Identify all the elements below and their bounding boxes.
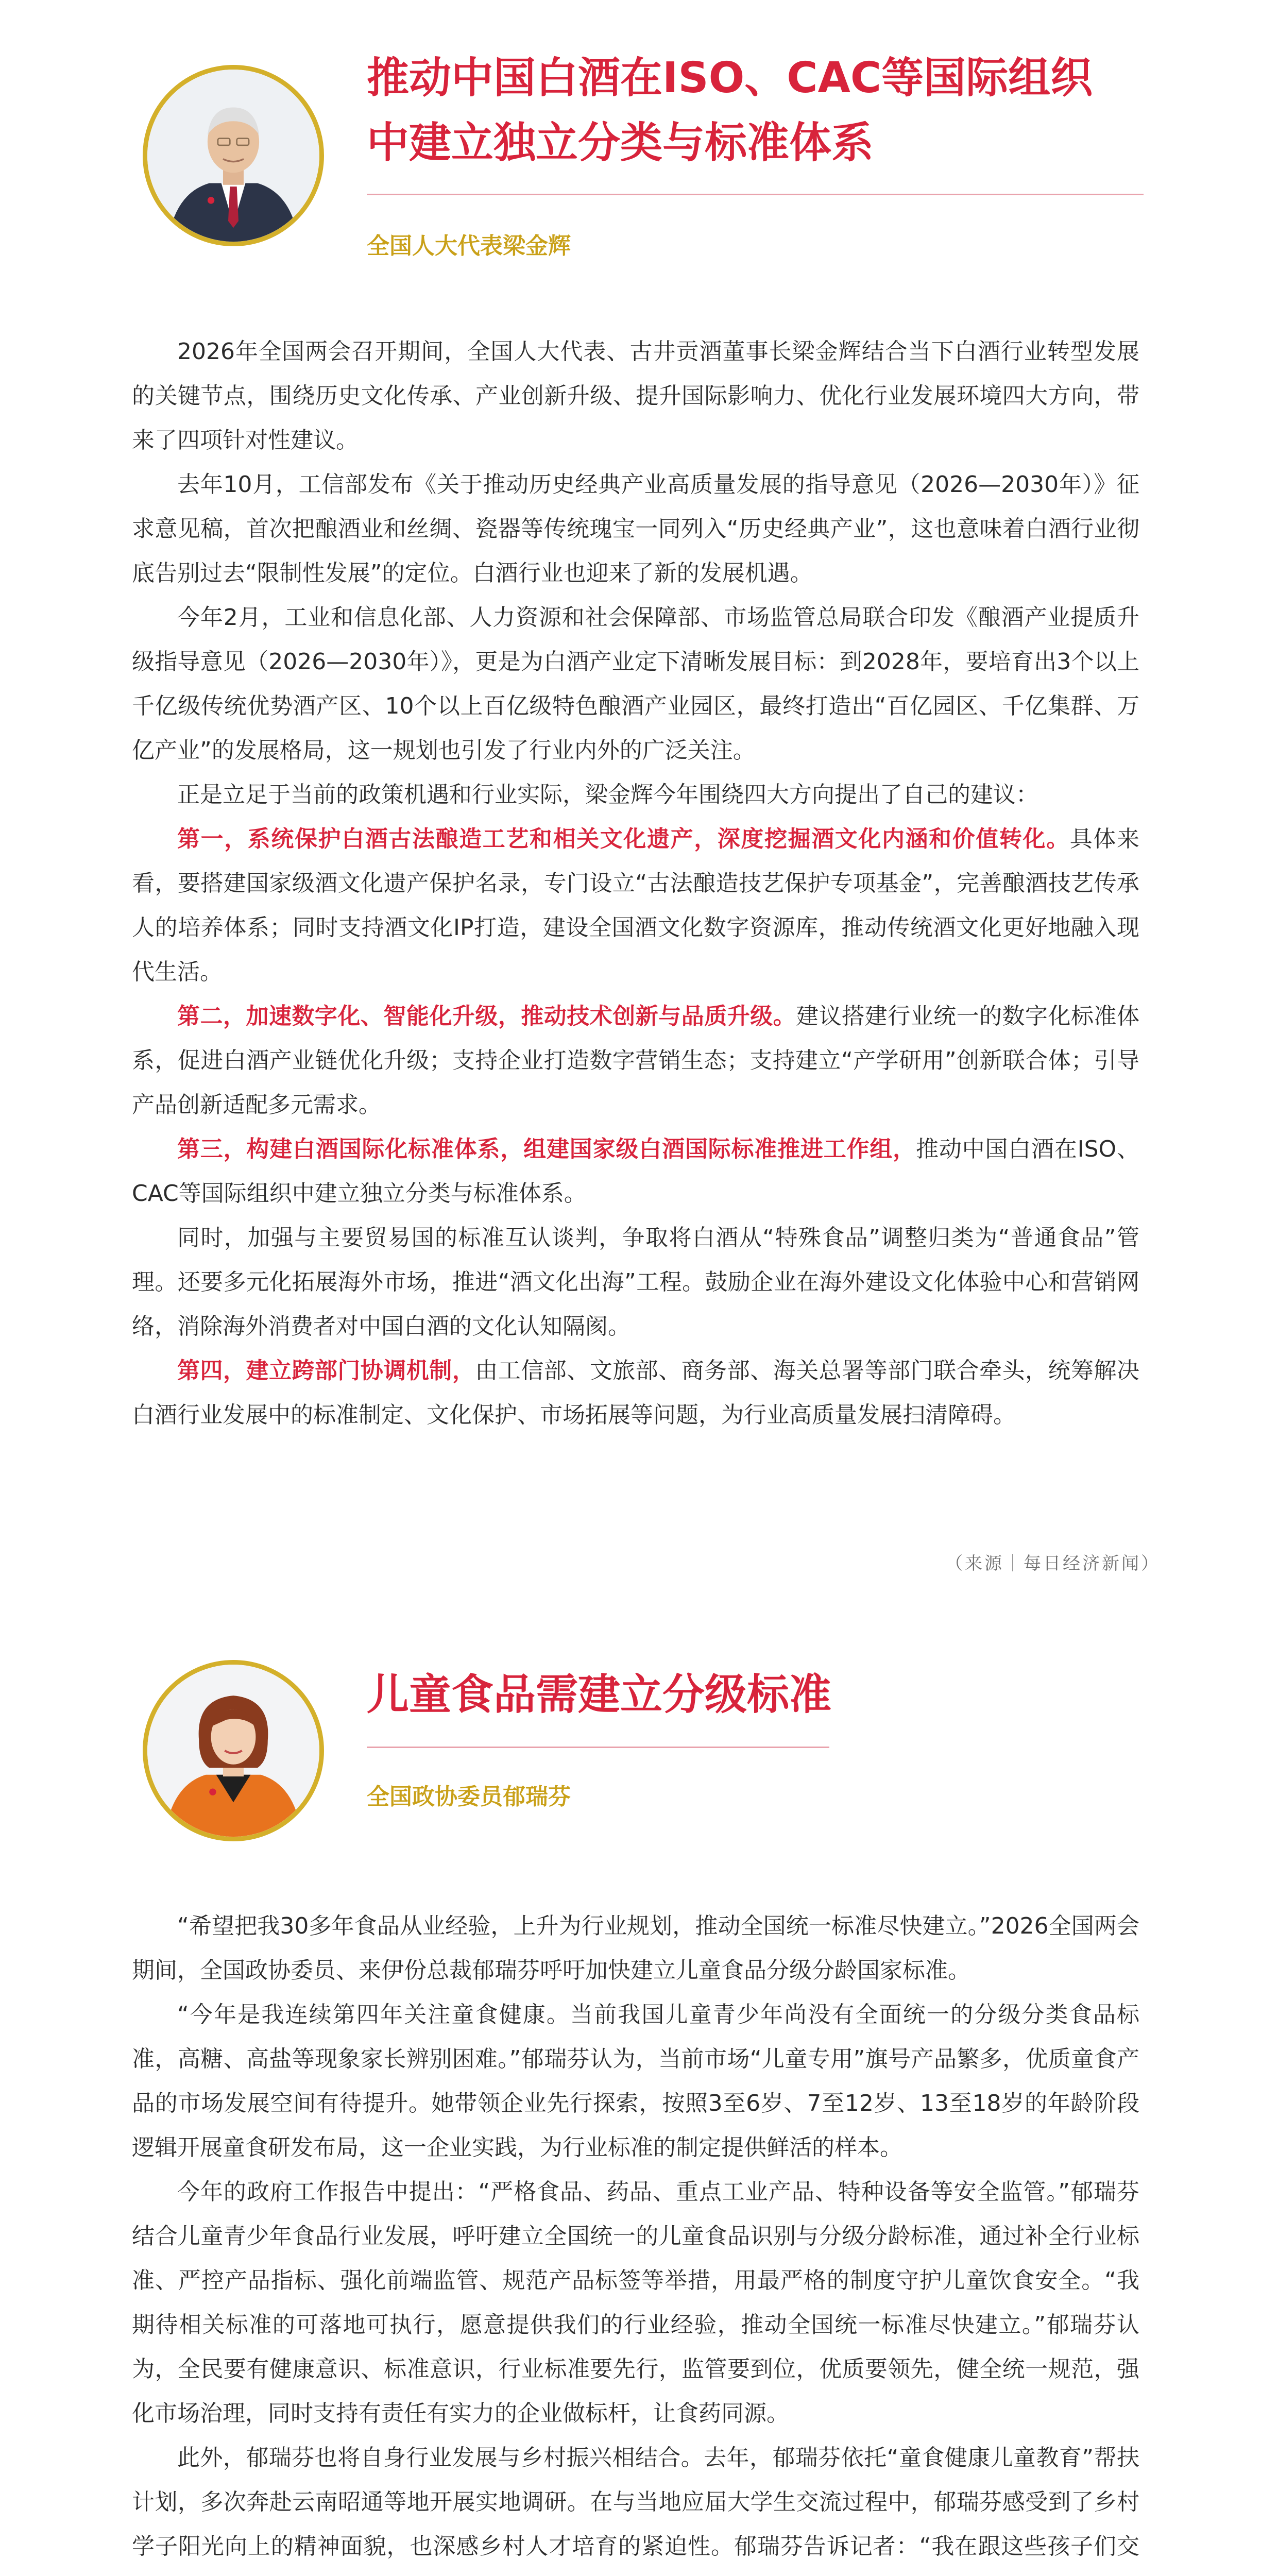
title-divider (367, 194, 1144, 195)
body-paragraph: 去年10月，工信部发布《关于推动历史经典产业高质量发展的指导意见（2026—2030年）》征求意见稿，首次把酿酒业和丝绸、瓷器等传统瑰宝一同列入“历史经典产业”，这也意味着白酒行业彻底告别过去“限制性发展”的定位。白酒行业也迎来了新的发展机遇。 (132, 471, 1139, 586)
body-paragraph-proposal-3 (132, 1127, 1139, 1216)
portrait-illustration (147, 70, 319, 242)
body-paragraph: 正是立足于当前的政策机遇和行业实际，梁金辉今年围绕四大方向提出了自己的建议： (177, 782, 1038, 808)
article-title-line-2: 中建立独立分类与标准体系 (367, 118, 874, 167)
body-paragraph-proposal-2 (132, 994, 1139, 1127)
body-paragraph: 此外，郁瑞芬也将自身行业发展与乡村振兴相结合。去年，郁瑞芬依托“童食健康儿童教育”帮扶计划，多次奔赴云南昭通等地开展实地调研。在与当地应届大学生交流过程中，郁瑞芬感受到了乡村学子阳光向上的精神面貌，也深感乡村人才培育的紧迫性。郁瑞芬告诉记者：“我在跟这些孩子们交 (132, 2445, 1139, 2560)
proposal-heading: 第一，系统保护白酒古法酿造工艺和相关文化遗产，深度挖掘酒文化内涵和价值转化。 (177, 826, 1070, 852)
body-paragraph: “希望把我30多年食品从业经验，上升为行业规划，推动全国统一标准尽快建立。”2026全国两会期间，全国政协委员、来伊份总裁郁瑞芬呼吁加快建立儿童食品分级分龄国家标准。 (132, 1913, 1139, 1984)
source-credit: （来源｜每日经济新闻） (945, 1553, 1161, 1574)
proposal-text: 建议搭建行业统一的数字化标准体系，促进白酒产业链优化升级；支持企业打造数字营销生态；支持建立“产学研用”创新联合体；引导产品创新适配多元需求。 (132, 1003, 1140, 1118)
portrait-illustration (147, 1665, 319, 1837)
article-yu-ruifen (0, 1613, 1278, 2576)
article-body (132, 1904, 1139, 2576)
proposal-heading: 第三，构建白酒国际化标准体系，组建国家级白酒国际标准推进工作组， (177, 1136, 916, 1162)
body-paragraph: 今年2月，工业和信息化部、人力资源和社会保障部、市场监管总局联合印发《酿酒产业提质升级指导意见（2026—2030年）》，更是为白酒产业定下清晰发展目标：到2028年，要培育出3个以上千亿级传统优势酒产区、10个以上百亿级特色酿酒产业园区，最终打造出“百亿园区、千亿集群、万亿产业”的发展格局，这一规划也引发了行业内外的广泛关注。 (132, 604, 1139, 764)
body-paragraph-proposal-4 (132, 1349, 1139, 1437)
title-divider (367, 1747, 829, 1748)
body-paragraph: 今年的政府工作报告中提出：“严格食品、药品、重点工业产品、特种设备等安全监管。”郁瑞芬结合儿童青少年食品行业发展，呼吁建立全国统一的儿童食品识别与分级分龄标准，通过补全行业标准、严控产品指标、强化前端监管、规范产品标签等举措，用最严格的制度守护儿童饮食安全。“我期待相关标准的可落地可执行，愿意提供我们的行业经验，推动全国统一标准尽快建立。”郁瑞芬认为，全民要有健康意识、标准意识，行业标准要先行，监管要到位，优质要领先，健全统一规范，强化市场治理，同时支持有责任有实力的企业做标杆，让食药同源。 (132, 2179, 1139, 2427)
proposal-text: 推动中国白酒在ISO、CAC等国际组织中建立独立分类与标准体系。 (132, 1136, 1139, 1207)
proposal-text: 具体来看，要搭建国家级酒文化遗产保护名录，专门设立“古法酿造技艺保护专项基金”，完善酿酒技艺传承人的培养体系；同时支持酒文化IP打造，建设全国酒文化数字资源库，推动传统酒文化更好地融入现代生活。 (132, 826, 1139, 985)
article-title-line-1: 推动中国白酒在ISO、CAC等国际组织 (367, 54, 1093, 103)
author-avatar (143, 1660, 324, 1841)
body-paragraph: 2026年全国两会召开期间，全国人大代表、古井贡酒董事长梁金辉结合当下白酒行业转型发展的关键节点，围绕历史文化传承、产业创新升级、提升国际影响力、优化行业发展环境四大方向，带来了四项针对性建议。 (132, 338, 1139, 453)
proposal-heading: 第二，加速数字化、智能化升级，推动技术创新与品质升级。 (177, 1003, 796, 1029)
article-body (132, 330, 1139, 1437)
body-paragraph: “今年是我连续第四年关注童食健康。当前我国儿童青少年尚没有全面统一的分级分类食品标准，高糖、高盐等现象家长辨别困难。”郁瑞芬认为，当前市场“儿童专用”旗号产品繁多，优质童食产品的市场发展空间有待提升。她带领企业先行探索，按照3至6岁、7至12岁、13至18岁的年龄阶段逻辑开展童食研发布局，这一企业实践，为行业标准的制定提供鲜活的样本。 (132, 2002, 1139, 2161)
article-title: 儿童食品需建立分级标准 (367, 1670, 832, 1719)
author-avatar (143, 65, 324, 246)
proposal-text: 由工信部、文旅部、商务部、海关总署等部门联合牵头，统筹解决白酒行业发展中的标准制定、文化保护、市场拓展等问题，为行业高质量发展扫清障碍。 (132, 1358, 1139, 1428)
proposal-heading: 第四，建立跨部门协调机制， (177, 1358, 475, 1384)
body-paragraph: 同时，加强与主要贸易国的标准互认谈判，争取将白酒从“特殊食品”调整归类为“普通食品”管理。还要多元化拓展海外市场，推进“酒文化出海”工程。鼓励企业在海外建设文化体验中心和营销网络，消除海外消费者对中国白酒的文化认知隔阂。 (132, 1225, 1139, 1340)
author-byline: 全国政协委员郁瑞芬 (367, 1784, 571, 1810)
author-byline: 全国人大代表梁金辉 (367, 233, 571, 259)
body-paragraph-proposal-1 (132, 817, 1139, 994)
